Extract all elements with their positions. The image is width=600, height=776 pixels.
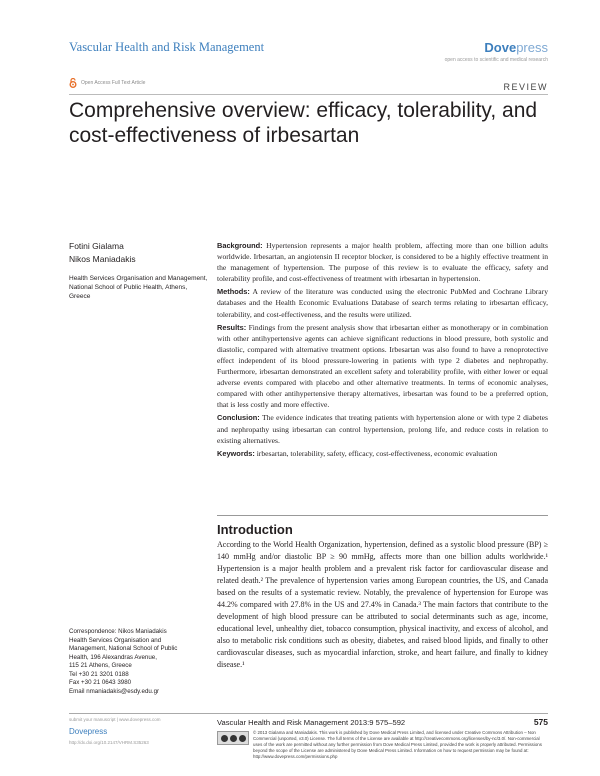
open-access-badge (69, 78, 145, 88)
abstract-text: Hypertension represents a major health problem, affecting more than one billion adults worldwide. Irbesartan, an angiotensin II receptor blocker, is considered to be a highly effective treatment in the management of hypertension. The purpose of this review is to evaluate the efficacy, safety and tolerability profile, and cost-effectiveness of treatment with irbesartan in hypertension. (217, 241, 548, 284)
author-affiliation: Health Services Organisation and Management, National School of Public Health, Athens, Greece (69, 275, 208, 300)
correspondence-line: Fax +30 21 0643 3980 (69, 679, 132, 686)
author-name[interactable]: Fotini Gialama (69, 241, 124, 251)
article-title: Comprehensive overview: efficacy, tolerability, and cost-effectiveness of irbesartan (69, 99, 538, 147)
article-type: REVIEW (503, 82, 548, 92)
abstract-section-label: Conclusion: (217, 413, 260, 423)
correspondence-line: Correspondence: Nikos Maniadakis (69, 628, 167, 635)
abstract-text: irbesartan, tolerability, safety, efficacy, cost-effectiveness, economic evaluation (254, 448, 498, 458)
abstract-conclusion (217, 412, 548, 445)
abstract-text: The evidence indicates that treating patients with hypertension alone or with type 2 diabetes and nephropathy using irbesartan can control hypertension, prolong life, and reduce costs in relation to existing alternatives. (217, 413, 548, 445)
journal-name[interactable]: Vascular Health and Risk Management (69, 40, 265, 54)
abstract-text: Findings from the present analysis show that irbesartan either as monotherapy or in combination with other antihypertensive agents can achieve significant reductions in blood pressure, both systolic and diastolic, compared with alternative treatment options. Irbesartan was also found to have a renoprotective effect independent of its blood pressure-lowering in patients with type 2 diabetes and nephropathy. Furthermore, irbesartan demonstrated an excellent safety and tolerability profile, with either lower or equal adverse events compared with placebo and other alternative treatments. In terms of economic analyses, compared with other antihypertensive therapy alternatives, irbesartan was found to be a preferred option, that is less costly and more effective. (217, 322, 548, 410)
publisher-logo-bold: Dove (484, 40, 517, 55)
introduction-body: According to the World Health Organization, hypertension, defined as a systolic blood pressure (BP) ≥ 140 mmHg and/or diastolic BP ≥ 90 mmHg, affects more than one billion adults worldwide.¹ Hypertension is a major health problem and a prevalent risk factor for cardiovascular disease and related death.² The prevalence of hypertension varies among European countries, the US, and Canada based on the results of a systematic review. Notably, the prevalence of hypertension for Europe was 44.2% compared with 27.8% in the US and 27.4% in Canada.³ The main factors that contribute to the development of high blood pressure can be attributed to social determinants such as age, income, educational level, unhealthy diet, tobacco consumption, physical inactivity, and excess of alcohol, and also to metabolic risk conditions such as obesity, diabetes, and raised blood lipids, and finally to other cardiovascular diseases, such as myocardial infarction, stroke, and heart failure, and finally to kidney disease.¹ (217, 540, 548, 670)
abstract-section-label: Keywords: (217, 448, 255, 458)
license-text: © 2013 Gialama and Maniadakis. This work is published by Dove Medical Press Limited, and licensed under Creative Commons Attribution – Non Commercial (unported, v3.0) License. The full terms of the License are available at http://creativecommons.org/licenses/by-nc/3.0/. Non-commercial uses of the work are permitted without any further permission from Dove Medical Press Limited, provided the work is properly attributed. Permissions beyond the scope of the License are administered by Dove Medical Press Limited. Information on how to request permission may be found at: http://www.dovepress.com/permissions.php (253, 730, 542, 759)
correspondence-line: Health Services Organisation and (69, 636, 162, 644)
abstract-divider (217, 515, 548, 516)
section-heading-introduction: Introduction (217, 522, 293, 537)
abstract-keywords (217, 448, 548, 459)
correspondence-line: 115 21 Athens, Greece (69, 662, 132, 669)
footer-publisher-logo[interactable]: Dovepress (69, 727, 108, 736)
open-access-lock-icon (69, 78, 77, 88)
author-list (69, 240, 136, 265)
correspondence-email[interactable]: Email nmaniadakis@esdy.edu.gr (69, 687, 160, 695)
correspondence-line: Tel +30 21 3201 0188 (69, 670, 129, 678)
footer-divider (69, 713, 548, 714)
abstract-methods (217, 286, 548, 319)
abstract-section-label: Background: (217, 241, 263, 250)
correspondence-block (69, 628, 209, 696)
doi-link[interactable]: http://dx.doi.org/10.2147/VHRM.S35263 (69, 740, 149, 745)
page-number: 575 (533, 717, 548, 727)
correspondence-line: Management, National School of Public (69, 645, 178, 652)
correspondence-line: Health, 196 Alexandras Avenue, (69, 653, 157, 661)
abstract-section-label: Results: (217, 322, 247, 332)
header-divider (69, 94, 548, 95)
creative-commons-badge-icon[interactable] (217, 731, 249, 745)
abstract (217, 240, 548, 461)
open-access-label: Open Access Full Text Article (81, 80, 146, 86)
author-name[interactable]: Nikos Maniadakis (69, 253, 136, 264)
abstract-background (217, 240, 548, 284)
journal-citation: Vascular Health and Risk Management 2013:9 575–592 (217, 718, 406, 727)
publisher-logo-thin: press (516, 40, 548, 55)
abstract-section-label: Methods: (217, 287, 250, 297)
submit-manuscript-link[interactable]: submit your manuscript | www.dovepress.com (69, 717, 161, 722)
abstract-text: A review of the literature was conducted using the electronic PubMed and Cochrane Library databases and the Health Economic Evaluations Database of search terms relating to irbesartan efficacy, tolerability, and cost-effectiveness, and the results were utilized. (217, 287, 548, 319)
publisher-logo[interactable] (484, 40, 548, 55)
publisher-tagline: open access to scientific and medical research (444, 57, 548, 63)
abstract-results (217, 322, 548, 411)
